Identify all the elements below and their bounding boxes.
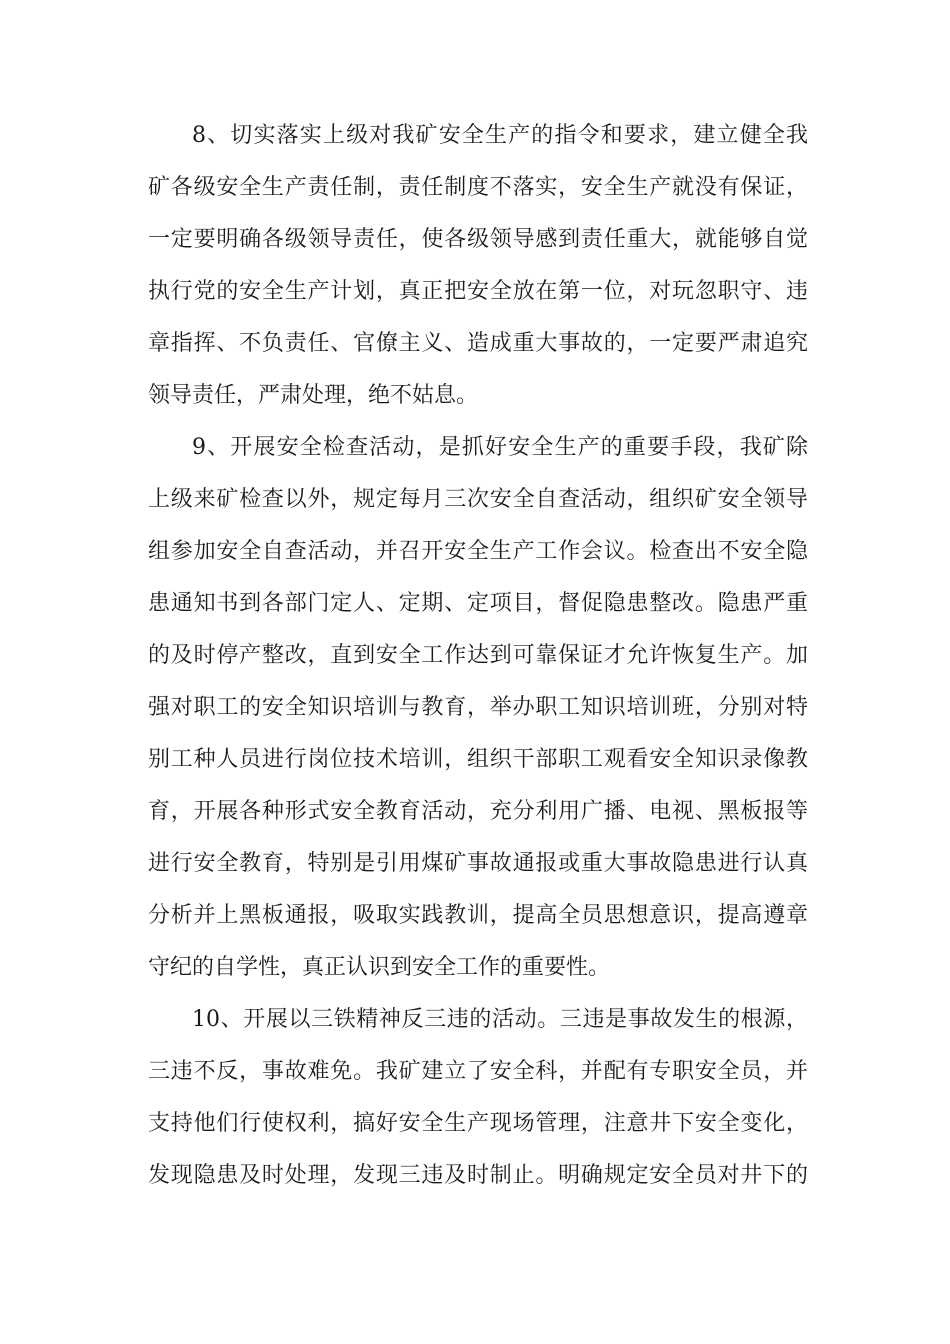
text-line: 执行党的安全生产计划，真正把安全放在第一位，对玩忽职守、违 — [148, 279, 808, 304]
text-line: 一定要明确各级领导责任，使各级领导感到责任重大，就能够自觉 — [148, 227, 808, 252]
text-line: 进行安全教育，特别是引用煤矿事故通报或重大事故隐患进行认真 — [148, 851, 808, 876]
text-line: 分析并上黑板通报，吸取实践教训，提高全员思想意识，提高遵章 — [148, 903, 808, 928]
text-line: 章指挥、不负责任、官僚主义、造成重大事故的，一定要严肃追究 — [148, 331, 808, 356]
text-line: 上级来矿检查以外，规定每月三次安全自查活动，组织矿安全领导 — [148, 487, 808, 512]
text-line: 组参加安全自查活动，并召开安全生产工作会议。检查出不安全隐 — [148, 539, 808, 564]
text-line: 别工种人员进行岗位技术培训，组织干部职工观看安全知识录像教 — [148, 747, 808, 772]
text-line: 发现隐患及时处理，发现三违及时制止。明确规定安全员对井下的 — [148, 1163, 808, 1188]
text-line: 矿各级安全生产责任制，责任制度不落实，安全生产就没有保证， — [148, 175, 808, 200]
text-line: 的及时停产整改，直到安全工作达到可靠保证才允许恢复生产。加 — [148, 643, 808, 668]
text-line: 8、切实落实上级对我矿安全生产的指令和要求，建立健全我 — [192, 123, 808, 148]
text-line: 守纪的自学性，真正认识到安全工作的重要性。 — [148, 955, 611, 980]
text-line: 领导责任，严肃处理，绝不姑息。 — [148, 383, 479, 408]
text-line: 强对职工的安全知识培训与教育，举办职工知识培训班，分别对特 — [148, 695, 808, 720]
text-line: 10、开展以三铁精神反三违的活动。三违是事故发生的根源， — [192, 1007, 808, 1032]
text-line: 9、开展安全检查活动，是抓好安全生产的重要手段，我矿除 — [192, 435, 808, 460]
text-line: 患通知书到各部门定人、定期、定项目，督促隐患整改。隐患严重 — [148, 591, 808, 616]
text-line: 支持他们行使权利，搞好安全生产现场管理，注意井下安全变化， — [148, 1111, 808, 1136]
text-line: 育，开展各种形式安全教育活动，充分利用广播、电视、黑板报等 — [148, 799, 808, 824]
text-line: 三违不反，事故难免。我矿建立了安全科，并配有专职安全员，并 — [148, 1059, 808, 1084]
